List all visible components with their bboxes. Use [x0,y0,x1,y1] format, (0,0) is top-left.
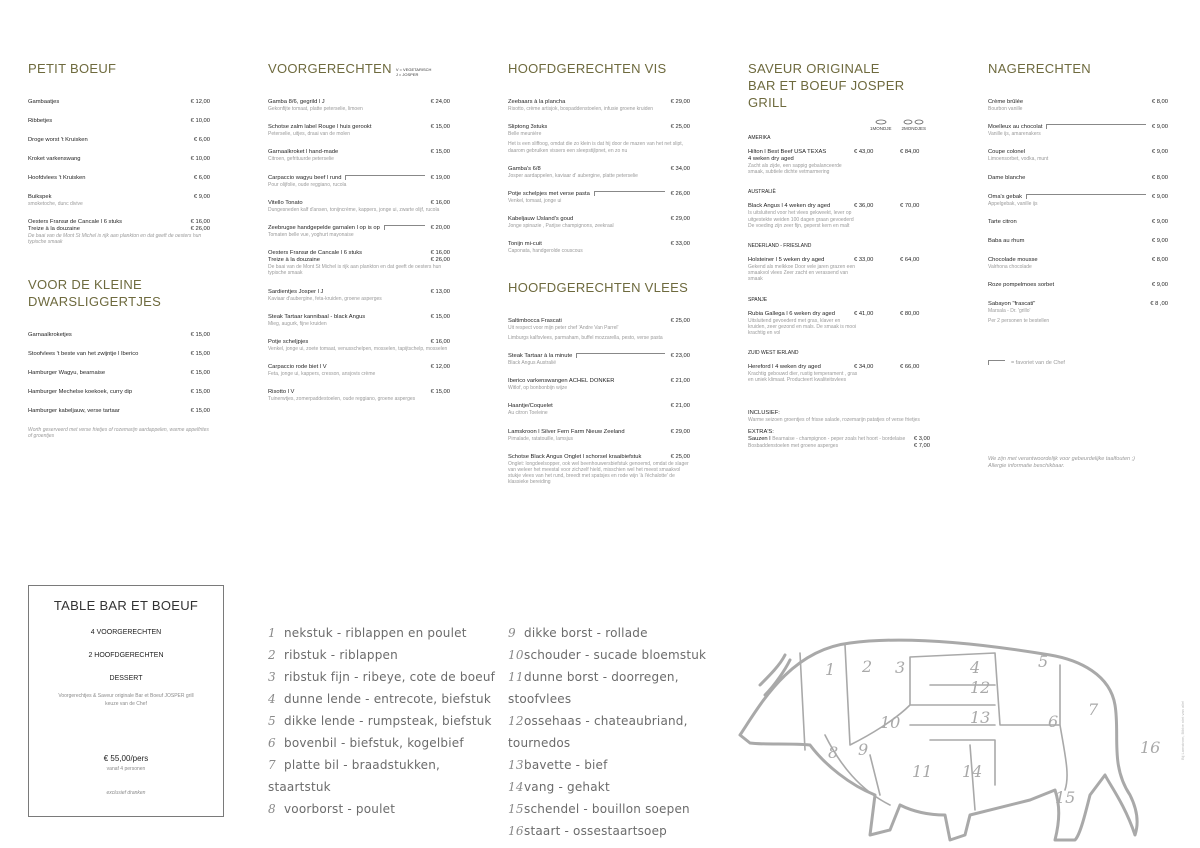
petit-boeuf-item [28,156,210,163]
item-price: € 34,00 [670,165,690,172]
chef-favorite-icon [594,191,665,196]
beef-origin-section: NEDERLAND - FRIESLAND Holsteiner l 5 weken dry aged € 33,00 € 64,00 Gekend als melkkoe Door vele jaren grazen een smaakvol vlees Zeer zacht en verassend van smaak [748,243,930,283]
item-price: € 12,00 [430,364,450,371]
side-dish-note: Worth geserveerd met verse frietjes of rozemarijn aardappelen, warme appelfrites of groentjes [28,426,209,439]
cow-number-label: 1 [825,660,836,679]
item-name: Zeebrugse handgepelde garnalen l op is op [268,225,380,232]
item-price: € 6,00 [193,175,210,181]
cow-number-label: 13 [970,708,991,727]
item-price: € 15,00 [430,389,450,396]
item-name: Tonijn mi-cuit [508,241,542,248]
beef-origin-section: ZUID WEST IERLAND Hereford l 4 weken dry aged € 34,00 € 66,00 Krachtig gebouwd dier, rustig temperament , gras en uniek klimaat. Producteert kwaliteitsvlees [748,350,930,383]
item-price: € 13,00 [430,288,450,295]
beef-cuts-list-a [268,622,498,820]
item-price: € 9,00 [1151,193,1168,200]
item-name: Schotse Black Angus Onglet l schorsel kraaibiefstuk [508,453,642,460]
item-name: Garnaalkroketjes [28,331,72,338]
dessert-item [988,257,1168,270]
item-name: Iberico varkenswangen ACHEL DONKER [508,378,615,385]
item-name: Steak Tartaar kannibaal - black Angus [268,313,366,320]
beef-cut-item: 8 voorborst - poulet [268,802,396,816]
item-name: Sabayon "frascati" [988,301,1036,308]
origin-region: AUSTRALIË [748,189,776,196]
chef-favorite-icon [1046,124,1145,129]
vis-item [508,241,690,254]
item-name: Sardientjes Josper l J [268,288,324,295]
item-price: € 29,00 [670,216,690,223]
cow-number-label: 7 [1088,700,1099,719]
item-description: Uit respect voor mijn peter chef 'Andre Van Parrel' [508,324,619,331]
item-price: € 12,00 [190,99,210,105]
cow-number-label: 15 [1055,788,1076,807]
petit-boeuf-item [28,137,210,144]
item-price: € 15,00 [190,331,210,338]
item-description: Venkel, tomaat, jonge ui [508,198,562,205]
item-price: € 29,00 [670,99,690,105]
item-price: € 9,00 [1151,218,1168,225]
item-description: Limburgs kalfsvlees, parmaham, buffel mozzarella, pesto, verse pasta [508,334,663,341]
item-name: Zeebaars à la plancha [508,99,566,105]
petit-boeuf-item [28,118,210,125]
beef-cut-item: 10schouder - sucade bloemstuk [508,648,707,662]
cow-number-label: 3 [895,658,906,677]
item-price: € 15,00 [190,350,210,357]
item-price: € 25,00 [670,453,690,460]
item-description: Vanille ijs, amarenakers [988,131,1041,138]
item-name: Carpaccio wagyu beef l rund [268,174,342,181]
item-name: Buikspek [28,194,52,200]
item-name: Ribbetjes [28,118,53,124]
item-price: € 6,00 [193,137,210,143]
voorgerecht-item [268,339,450,352]
beef-cut-item: 14vang - gehakt [508,780,610,794]
dessert-item [988,175,1168,182]
dessert-item [988,282,1168,289]
voorgerecht-item [268,364,450,377]
nagerechten-heading: NAGERECHTEN [988,61,1091,76]
hoofdgerechten-vis-heading: HOOFDGERECHTEN VIS [508,61,667,76]
item-name: Chocolade mousse [988,256,1038,263]
nagerechten-column [988,60,1168,469]
cow-number-label: 4 [970,658,981,677]
item-description: Dungesneden kalf d'ansen, tonijncrème, kappers, jonge ui, zwarte olijf, rucola [268,206,440,213]
kids-item [28,351,210,358]
petit-boeuf-column [28,60,210,439]
item-name: Risotto l V [268,389,295,396]
petit-boeuf-item [28,175,210,182]
dessert-item [988,99,1168,112]
beef-cuts-list-b [508,622,738,842]
item-description: Risotto, crème artisjok, bospaddenstoelen, infusie groene kruiden [508,106,654,112]
item-description: smoketoche, dunc divive [28,201,83,207]
beef-origin-section: SPANJE Rubia Gallega l 6 weken dry aged € 41,00 € 80,00 Uitsluitend gevoederd met gras, klaver en kruiden, zeer gezond en mals. De smaak is mooi krachtig en vol [748,297,930,337]
cow-outline [740,640,1137,840]
extras-block: EXTRA'S: Sauzen l Bearnaise - champignon - peper zoals het hoort - bordelaise € 3,00 Bosbaddenstoelen met groene asperges € 7,00 [748,428,930,449]
item-name: Crème brûlée [988,99,1024,105]
dessert-item [988,301,1168,324]
voorgerecht-item [268,314,450,327]
dessert-item [988,149,1168,162]
item-price: € 15,00 [190,369,210,376]
item-price: € 9,00 [1151,237,1168,244]
mouths-icon [903,119,925,125]
footer-note: We zijn met verantwoordelijk voor gebeurdelijke taalfouten ;) Allergie informatie beschikbaar. [988,456,1135,469]
item-price: € 20,00 [430,225,450,232]
item-description: Bourbon vanille [988,106,1023,112]
item-name: Kroket varkenswang [28,156,81,162]
beef-cut-item: 13bavette - bief [508,758,608,772]
item-price: € 8,00 [1151,99,1168,105]
item-description: Gekonfijte tomaat, platte peterselie, limoen [268,106,363,112]
item-description: Het is een sliffoog, omdat die zo klein is dat hij door de mazen van het net slipt, daarom gebruiken vissers een sleepstijlpnet, en zo nu [508,141,684,154]
item-name: Sliptong 3stuks [508,124,548,131]
item-name: Vitello Tonato [268,199,303,206]
item-description: Au citron Toeleine [508,410,548,417]
mouth-icon [875,119,887,125]
beef-cut-item: 12ossehaas - chateaubriand, tournedos [508,714,688,750]
item-name: Oesters Fransø de Cancale l 6 stuks [268,250,363,257]
vis-item [508,99,690,112]
voorgerecht-item [268,149,450,162]
item-price: € 21,00 [670,378,690,385]
cow-number-label: 2 [862,657,873,676]
beef-origin-section: AMERIKA Hilton l Best Beef USA TEXAS € 43,00 € 84,00 4 weken dry aged Zacht als zijde, een sappig gebalanceerde smaak, subtiele dichte vetmarmering [748,135,930,175]
item-description: Tomaten belle vue, yoghurt mayonaise [268,232,354,239]
chef-favorite-icon [345,175,424,180]
dessert-item [988,219,1168,226]
item-price: € 24,00 [430,99,450,105]
vis-item [508,191,690,204]
hoofdgerechten-column [508,60,690,498]
item-name: Gambaatjes [28,99,60,105]
vlees-item [508,429,690,442]
origin-region: ZUID WEST IERLAND [748,350,799,357]
item-price: € 25,00 [670,317,690,324]
chef-favorite-icon [576,353,664,358]
item-description: Citroen, gefrituurde peterselie [268,156,334,163]
vertical-note: Bij Lamstrom, Bibbe niet van alle! [1180,700,1185,760]
item-description: Josper aardappelen, kaviaar d' aubergine, platte peterselie [508,172,638,179]
beef-cut-item: 1 nekstuk - riblappen en poulet [268,626,467,640]
item-name: Garnaalkroket l hand-made [268,149,339,156]
item-description: Peterselie, uitjes, draai van de molen [268,131,350,138]
beef-cut-item: 7 platte bil - braadstukken, staartstuk [268,758,441,794]
item-price: € 9,00 [193,194,210,200]
beef-cut-item: 4 dunne lende - entrecote, biefstuk [268,692,491,706]
item-price: € 16,00 [430,250,450,257]
origin-region: NEDERLAND - FRIESLAND [748,243,812,250]
cow-number-label: 12 [970,678,991,697]
vis-item [508,216,690,229]
beef-cut-item: 11dunne borst - doorregen, stoofvlees [508,670,679,706]
item-name: Baba au rhum [988,237,1025,244]
item-name: Hamburger Mechelse koekoek, curry dip [28,388,133,395]
item-name: Dame blanche [988,174,1026,181]
voorgerechten-column: VOORGERECHTEN V = VEGETARISCH J = JOSPER Gamba 8/6, gegrild l J € 24,00 Gekonfijte tomaat, platte peterselie, limoen Schotse zalm label Rouge l huis gerookt € 15,00 Peterselie, uitjes, draai van de molen Garnaalkroket l hand-made € 15,00 Citroen, gefrituurde peterselie Carpaccio wagyu beef l rund € 19,00 Pour olijfolie, oude reggiano, rucola Vitello Tonato € 16,00 Dungesneden kalf d'ansen, tonijncrème, kappers, jonge ui, zwarte olijf, rucola Zeebrugse handgepelde garnalen l op is op € 20,00 Tomaten belle vue, yoghurt mayonaise Oesters Fransø de Cancale l 6 stuks € 16,00 Treize à la douzaine € 26,00 De baai van de Mont St Michel is rijk aan plankton en dat geeft de oesters hun typische smaak Sardientjes Josper l J € 13,00 Kaviaar d'aubergine, feta-kruiden, groene asperges Steak Tartaar kannibaal - black Angus € 15,00 Mieg, augurk, fijne kruiden Potje scheljpjes € 16,00 Venkel, jonge ui, zoete tomaat, venusschelpen, mosselen, tapijtschelp, mosselen Carpaccio rode biet l V € 12,00 Feta, jonge ui, kappers, cresson, ansjovis crème Risotto l V € 15,00 Tuinerwtjes, zomerpaddestoelen, oude reggiano, groene asperges [268,61,450,403]
item-description: Onglet: longdeelsopper, ook wel beenhouwersbiefstuk genoemd, omdat de slager van weleer het meestal voor zichzelf hield, misschien wel het meest smaakvol stukje vlees van het rund, breedt met spatsjes en rode wijn 'à l'échalotte' de klassieke bereiding [508,460,689,486]
chef-favorite-legend: = favoriet van de Chef [988,360,1168,366]
item-price: € 10,00 [190,118,210,124]
item-price: € 23,00 [670,353,690,360]
table-box-title: TABLE BAR ET BOEUF [53,598,199,613]
item-description: Valrhona chocolade [988,263,1032,270]
item-description: Pour olijfolie, oude reggiano, rucola [268,181,347,188]
item-name: Kabeljauw IJsland's goud [508,216,574,223]
item-name: Moelleux au chocolat [988,124,1043,131]
item-description: Pimalade, ratatouille, lamsjus [508,435,574,442]
dessert-item [988,238,1168,245]
voorgerecht-item [268,99,450,112]
item-price: € 26,00 [670,191,690,198]
vlees-item [508,378,690,391]
beef-origin-section: AUSTRALIË Black Angus l 4 weken dry aged € 36,00 € 70,00 Is uitsluitend voor het vlees gekweekt, lever op uitgestekte weiden 100 dagen graan gevoederd De voeding zijn zeer fijn, geperst kern en malt [748,189,930,229]
beef-cut-item: 15schendel - bouillon soepen [508,802,690,816]
item-name: Oma's gebak [988,193,1022,200]
petit-boeuf-heading: PETIT BOEUF [28,61,117,76]
item-price: € 15,00 [190,407,210,414]
item-name: Hoofdvlees 't Kruisken [28,175,86,181]
item-price: € 19,00 [430,174,450,181]
beef-cut-item: 9 dikke borst - rollade [508,626,648,640]
kids-item [28,408,210,415]
item-price: € 15,00 [430,124,450,131]
origin-region: SPANJE [748,296,768,303]
beef-cut-item: 5 dikke lende - rumpsteak, biefstuk [268,714,492,728]
item-description: Marsala - Dr. 'grillo' [988,308,1031,315]
item-price: € 9,00 [1151,282,1168,289]
cow-number-label: 14 [962,762,983,781]
item-price: € 8,00 [1151,256,1168,263]
cow-number-label: 5 [1038,652,1049,671]
item-name: Gamba's 6/8 [508,165,541,172]
chef-favorite-icon [384,225,425,230]
voorgerecht-item [268,124,450,137]
petit-boeuf-item [28,194,210,207]
kids-item [28,370,210,377]
item-description: Belle meunière [508,131,542,138]
voorgerecht-item: Oesters Fransø de Cancale l 6 stuks € 16,00 Treize à la douzaine € 26,00 De baai van de Mont St Michel is rijk aan plankton en dat geeft de oesters hun typische smaak [268,250,450,277]
item-name: Carpaccio rode biet l V [268,364,327,371]
item-name: Tarte citron [988,218,1017,225]
petit-boeuf-item [28,99,210,106]
beef-cut-item: 6 bovenbil - biefstuk, kogelbief [268,736,464,750]
item-description: Mieg, augurk, fijne kruiden [268,320,327,327]
item-name: Steak Tartaar à la minute [508,353,573,360]
item-description: Jonge spinazie , Parijse champignons, zeekraal [508,223,614,230]
item-price: € 8,00 [1151,174,1168,181]
item-description: Feta, jonge ui, kappers, cresson, ansjovis crème [268,371,376,378]
two-mouths-header: 2MONDJES [901,119,926,131]
voorgerechten-heading: VOORGERECHTEN [268,61,392,76]
cow-number-label: 11 [912,762,933,781]
cow-number-label: 9 [858,740,869,759]
item-name: Droge worst 't Kruisken [28,137,88,143]
item-name: Roze pompelmoes sorbet [988,282,1055,289]
item-name: Hamburger kabeljauw, verse tartaar [28,407,120,414]
item-name: Haantje/Coquelet [508,403,553,410]
voorgerecht-item [268,289,450,302]
item-price: € 16,00 [430,199,450,206]
chef-favorite-icon [988,360,1005,365]
origin-region: AMERIKA [748,135,771,141]
item-description: De baai van de Mont St Michel is rijk aan plankton en dat geeft de oesters hun typische smaak [268,264,442,277]
item-name: Potje scheljpjes [268,339,309,346]
item-description: Tuinerwtjes, zomerpaddestoelen, oude reggiano, groene asperges [268,396,416,403]
item-description: Kaviaar d'aubergine, feta-kruiden, groene asperges [268,295,382,302]
item-price: € 8 ,00 [1150,301,1168,308]
cow-number-label: 10 [880,713,901,732]
item-description: Caponata, handgerolde couscous [508,248,583,255]
vis-item [508,124,690,154]
item-description: Venkel, jonge ui, zoete tomaat, venusschelpen, mosselen, tapijtschelp, mosselen [268,346,448,353]
item-description: Limoensorbet, vodka, munt [988,156,1049,163]
vis-item [508,166,690,179]
hoofdgerechten-vlees-heading: HOOFDGERECHTEN VLEES [508,279,689,295]
item-price: € 29,00 [670,428,690,435]
beef-cut-item: 2 ribstuk - riblappen [268,648,398,662]
saveur-originale-column [748,60,930,450]
one-mouth-header: 1MONDJE [870,119,892,131]
beef-cut-item: 3 ribstuk fijn - ribeye, cote de boeuf [268,670,496,684]
dessert-item [988,194,1168,207]
voorgerecht-item [268,225,450,238]
item-name: Coupe colonel [988,149,1026,156]
cow-number-label: 16 [1140,738,1161,757]
kleine-dwarsliggertjes-heading: VOOR DE KLEINE DWARSLIGGERTJES [28,276,162,309]
beef-cut-item: 16staart - ossestaartsoep [508,824,667,838]
item-price: € 15,00 [430,313,450,320]
item-name: Potje schelpjes met verse pasta [508,191,590,198]
item-price: € 15,00 [430,149,450,156]
item-price: € 10,00 [190,156,210,162]
item-description: Per 2 personen te bestellen [988,318,1050,325]
item-price: € 21,00 [670,403,690,410]
item-name: Stoofvlees 't beste van het zwijntje l Iberico [28,350,139,357]
item-name: Schotse zalm label Rouge l huis gerookt [268,124,372,131]
item-name: Hamburger Wagyu, bearnaise [28,369,106,376]
kids-item [28,389,210,396]
table-bar-et-boeuf-box: TABLE BAR ET BOEUF 4 VOORGERECHTEN 2 HOOFDGERECHTEN DESSERT Voorgerechtjes & Saveur originale Bar et Boeuf JOSPER grill keuze van de Chef € 55,00/pers vanaf 4 personen exclusief dranken [28,585,224,817]
item-price: € 9,00 [1151,149,1168,156]
item-price: € 9,00 [1151,124,1168,131]
item-name: Lamskroon l Silver Fern Farm Nieuw Zeeland [508,428,625,435]
vlees-item [508,403,690,416]
item-description: Appelgebak, vanille ijs [988,200,1038,207]
voorgerecht-item [268,200,450,213]
voorgerecht-item [268,175,450,188]
cow-number-label: 6 [1048,712,1059,731]
saveur-originale-heading: SAVEUR ORIGINALE BAR ET BOEUF JOSPER GRILL [748,61,905,110]
inclusief-block: INCLUSIEF: Warme seizoen groentjes of frisse salade, rozemarijn patatjes of verse frietjes [748,409,920,423]
extra-item: Sauzen l Bearnaise - champignon - peper zoals het hoort - bordelaise € 3,00 [748,435,930,442]
oysters-item: Oesters Fransø de Cancale l 6 stuks € 16,00 Treize à la douzaine € 26,00 De baai van de Mont St Michel is rijk aan plankton en dat geeft de oesters hun typische smaak [28,219,210,246]
cow-number-label: 8 [828,743,839,762]
item-price: € 33,00 [670,241,690,248]
item-name: Gamba 8/6, gegrild l J [268,99,325,105]
vlees-item [508,454,690,486]
beef-cuts-diagram [730,625,1170,845]
item-description: Black Angus Australië [508,360,557,367]
item-price: € 16,00 [430,339,450,346]
item-price: € 15,00 [190,388,210,395]
table-box-price: € 55,00/pers [103,754,149,763]
vlees-item [508,318,690,341]
vlees-item [508,353,690,366]
item-name: Saltimbocca Frascati [508,317,562,324]
voorgerecht-item [268,389,450,402]
kids-item [28,332,210,339]
item-description: Witlof, op bonbonbijn wijze [508,385,568,392]
extra-item: Bosbaddenstoelen met groene asperges € 7,00 [748,442,930,449]
dessert-item [988,124,1168,137]
chef-favorite-icon [1026,194,1146,199]
item-price: € 25,00 [670,124,690,131]
